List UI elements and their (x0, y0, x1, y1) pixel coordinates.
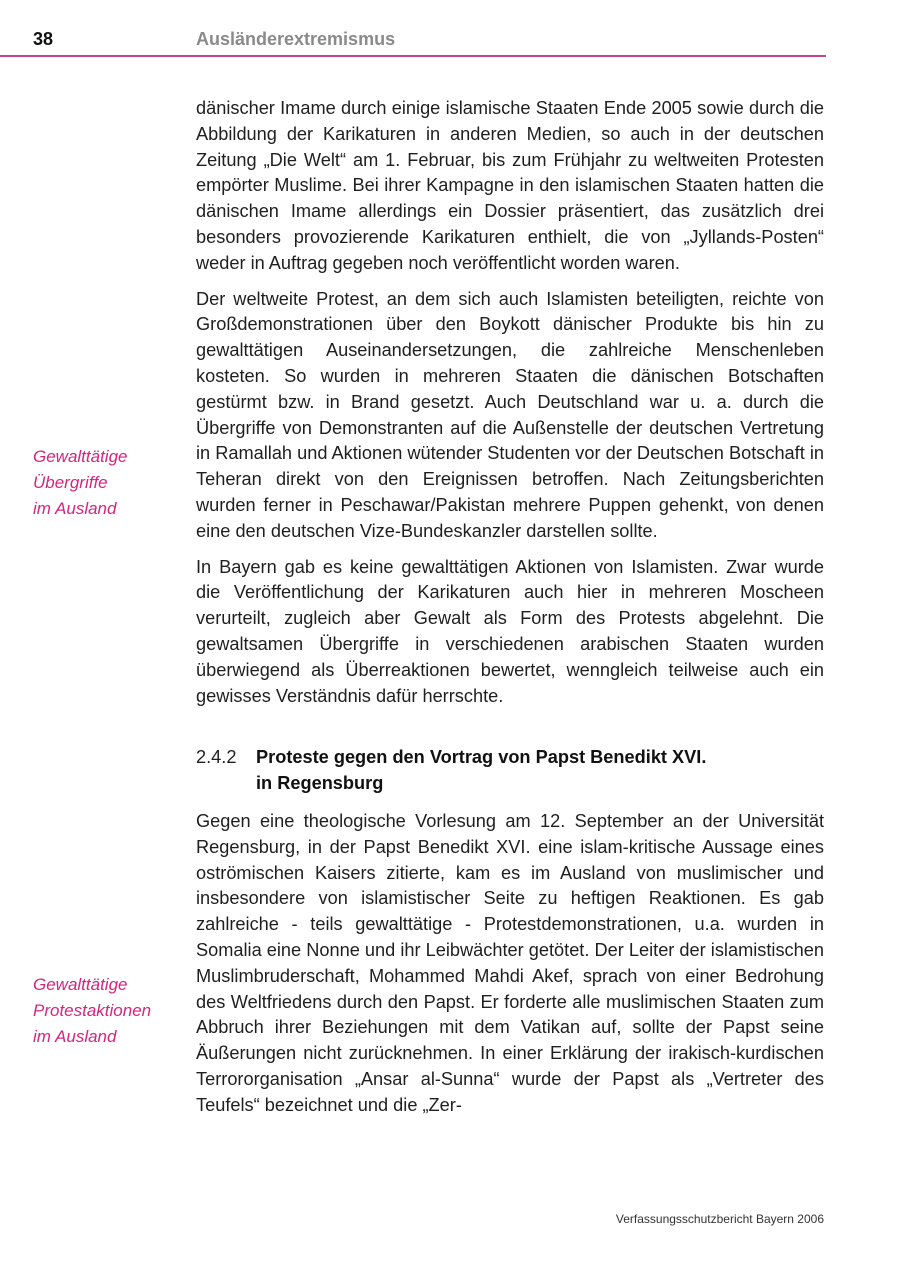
header-divider (0, 55, 826, 57)
section-title-line: in Regensburg (256, 773, 384, 794)
margin-note-line: Übergriffe (33, 473, 108, 492)
paragraph-spacer (196, 545, 824, 555)
body-paragraph: Gegen eine theologische Vorlesung am 12. September an der Universität Regensburg, in der Papst Benedikt XVI. eine islam-kritische Aussage eines oströmischen Kaisers zitierte, kam es im Ausland von muslimischer und insbesondere von islamistischer Seite zu heftigen Reaktionen. Es gab zahlreiche - teils gewalttätige - Protestdemonstrationen, u.a. wurden in Somalia eine Nonne und ihr Leibwächter getötet. Der Leiter der islamistischen Muslimbruderschaft, Mohammed Mahdi Akef, sprach von einer Bedrohung des Weltfriedens durch den Papst. Er forderte alle muslimischen Staaten zum Abbruch ihrer Beziehungen mit dem Vatikan auf, sollte der Papst seine Äußerungen nicht zurücknehmen. In einer Erklärung der irakisch-kurdischen Terrororganisation „Ansar al-Sunna“ wurde der Papst als „Vertreter des Teufels“ bezeichnet und die „Zer- (196, 810, 824, 1115)
footer-publication: Verfassungsschutzbericht Bayern 2006 (615, 1212, 824, 1226)
chapter-title: Ausländerextremismus (196, 29, 396, 49)
section-title-line: Proteste gegen den Vortrag von Papst Benedikt XVI. (256, 747, 707, 768)
body-paragraph: In Bayern gab es keine gewalttätigen Aktionen von Islamisten. Zwar wurde die Veröffentlichung der Karikaturen auch hier in mehreren Moscheen verurteilt, zugleich aber Gewalt als Form des Protests abgelehnt. Die gewaltsamen Übergriffe in verschiedenen arabischen Staaten wurden überwiegend als Überreaktionen bewertet, wenngleich teilweise auch ein gewisses Verständnis dafür herrschte. (196, 556, 824, 706)
margin-note-line: im Ausland (33, 499, 117, 518)
page-number: 38 (33, 29, 54, 49)
margin-note-line: Gewalttätige (33, 447, 128, 466)
body-paragraph: Der weltweite Protest, an dem sich auch Islamisten beteiligten, reichte von Großdemonstrationen über den Boykott dänischer Produkte bis hin zu gewalttätigen Auseinandersetzungen, die zahlreiche Menschenleben kosteten. So wurden in mehreren Staaten die dänischen Botschaften gestürmt bzw. in Brand gesetzt. Auch Deutschland war u. a. durch die Übergriffe von Demonstranten auf die Außenstelle der deutschen Vertretung in Ramallah und Aktionen wütender Studenten vor der Deutschen Botschaft in Teheran direkt von den Ereignissen betroffen. Nach Zeitungsberichten wurden ferner in Peschawar/Pakistan mehrere Puppen gehenkt, von denen eine den deutschen Vize-Bundeskanzler darstellen sollte. (196, 288, 824, 541)
section-number: 2.4.2 (196, 747, 237, 768)
section-title (256, 745, 706, 797)
margin-note-line: Gewalttätige (33, 975, 128, 994)
paragraph-spacer (196, 277, 824, 287)
body-text-column (196, 96, 824, 1118)
margin-note-violent-attacks (33, 444, 183, 522)
margin-note-line: Protestaktionen (33, 1001, 152, 1020)
body-paragraph: dänischer Imame durch einige islamische Staaten Ende 2005 sowie durch die Abbildung der Karikaturen in anderen Medien, so auch in der deutschen Zeitung „Die Welt“ am 1. Februar, bis zum Frühjahr zu weltweiten Protesten empörter Muslime. Bei ihrer Kampagne in den islamischen Staaten hatten die dänischen Imame allerdings ein Dossier präsentiert, das zusätzlich drei besonders provozierende Karikaturen enthielt, die von „Jyllands-Posten“ weder in Auftrag gegeben noch veröffentlicht worden waren. (196, 98, 824, 273)
section-heading (196, 745, 824, 797)
margin-note-line: im Ausland (33, 1027, 117, 1046)
section-spacer (196, 709, 824, 745)
margin-note-violent-protests (33, 972, 183, 1050)
